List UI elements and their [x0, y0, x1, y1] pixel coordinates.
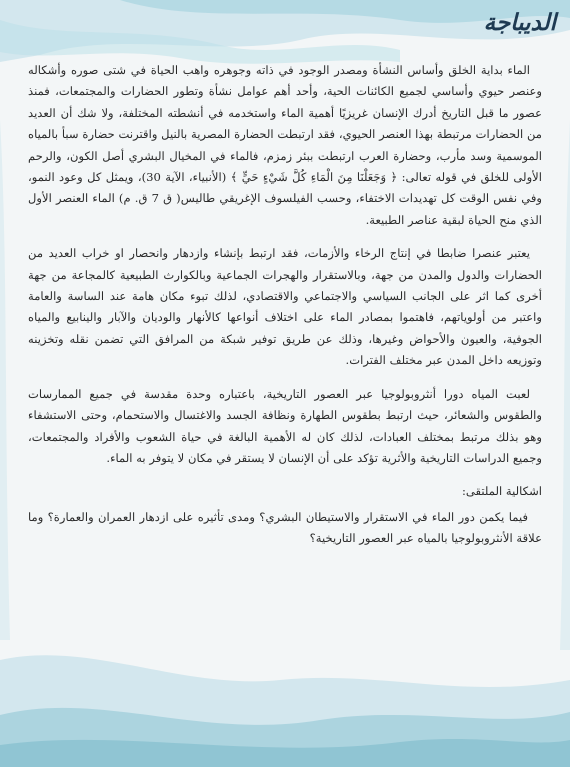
problem-heading: اشكالية الملتقى:	[461, 484, 542, 499]
intro-paragraph-2: يعتبر عنصرا ضابطا في إنتاج الرخاء والأزمات، فقد ارتبط بإنشاء وازدهار وانحصار او خراب العديد من الحضارات والدول والمدن من جهة، وبالاستقرار والهجرات الجماعية وبالكوارث الطبيعية كالمجاعة من جهة أخرى كما اثر على الجانب السياسي والاجتماعي والاقتصادي، لذلك تبوء مكان هامة عند الساسة والعامة واعتبر من أولوياتهم، فاهتموا بمصادر الماء على اختلاف أنواعها كالأنهار والوديان والآبار والينابيع والمياه الجوفية، والعيون والأحواض وغيرها، وذلك عن طريق توفير شبكة من المرافق التي تضمن نقله وتخزينه وتوزيعه داخل المدن عبر مختلف الفترات.	[28, 246, 542, 368]
intro-paragraph-3: لعبت المياه دورا أنثروبولوجيا عبر العصور التاريخية، باعتباره وحدة مقدسة في جميع الممارسات والطقوس والشعائر، حيث ارتبط بطقوس الطهارة ونظافة الجسد والاغتسال والاستحمام، وحتى الاستشفاء وهو بذلك مرتبط بمختلف العبادات، لذلك كان له الأهمية البالغة في حياة الشعوب والأفراد والمجتمعات، وجميع الدراسات التاريخية والأثرية تؤكد على أن الإنسان لا يستقر في مكان لا يتوفر به الماء.	[28, 386, 542, 465]
intro-paragraph-1: الماء بداية الخلق وأساس النشأة ومصدر الوجود في ذاته وجوهره واهب الحياة في شتى صوره وأشكاله وعنصر حيوي وأساسي لجميع الكائنات الحية، وأحد أهم عوامل نشأة وتطور الحضارات والمجتمعات، فمنذ عصور ما قبل التاريخ أدرك الإنسان غريزيًا أهمية الماء واستخدمه في أنشطته المختلفة، ولا شك أن العديد من الحضارات مرتبطة بهذا العنصر الحيوي، فقد ارتبطت الحضارة المصرية بالنيل واقترنت حضارة سبأ بالمياه الموسمية وسد مأرب، وحضارة العرب ارتبطت ببئر زمزم، فالماء في المخيال البشري أصل الكون، والرحم الأولى للخلق في قوله تعالى: ﴿ وَجَعَلْنَا مِنَ الْمَاءِ كُلَّ شَيْءٍ حَيٍّ ﴾ (الأنبياء، الآية 30)، ويمثل كل وعود النمو، وفي نفس الوقت كل تهديدات الاختفاء، وحسب الفيلسوف الإغريقي طاليس( ق 7 ق. م) الماء العنصر الأول الذي منح الحياة لبقية عناصر الطبيعة.	[28, 63, 543, 227]
document-body	[28, 60, 542, 562]
problem-paragraph: فيما يكمن دور الماء في الاستقرار والاستيطان البشري؟ ومدى تأثيره على ازدهار العمران والعمارة؟ وما علاقة الأنثروبولوجيا بالمياه عبر العصور التاريخية؟	[28, 509, 542, 546]
page-title: الديباجة	[483, 10, 556, 36]
